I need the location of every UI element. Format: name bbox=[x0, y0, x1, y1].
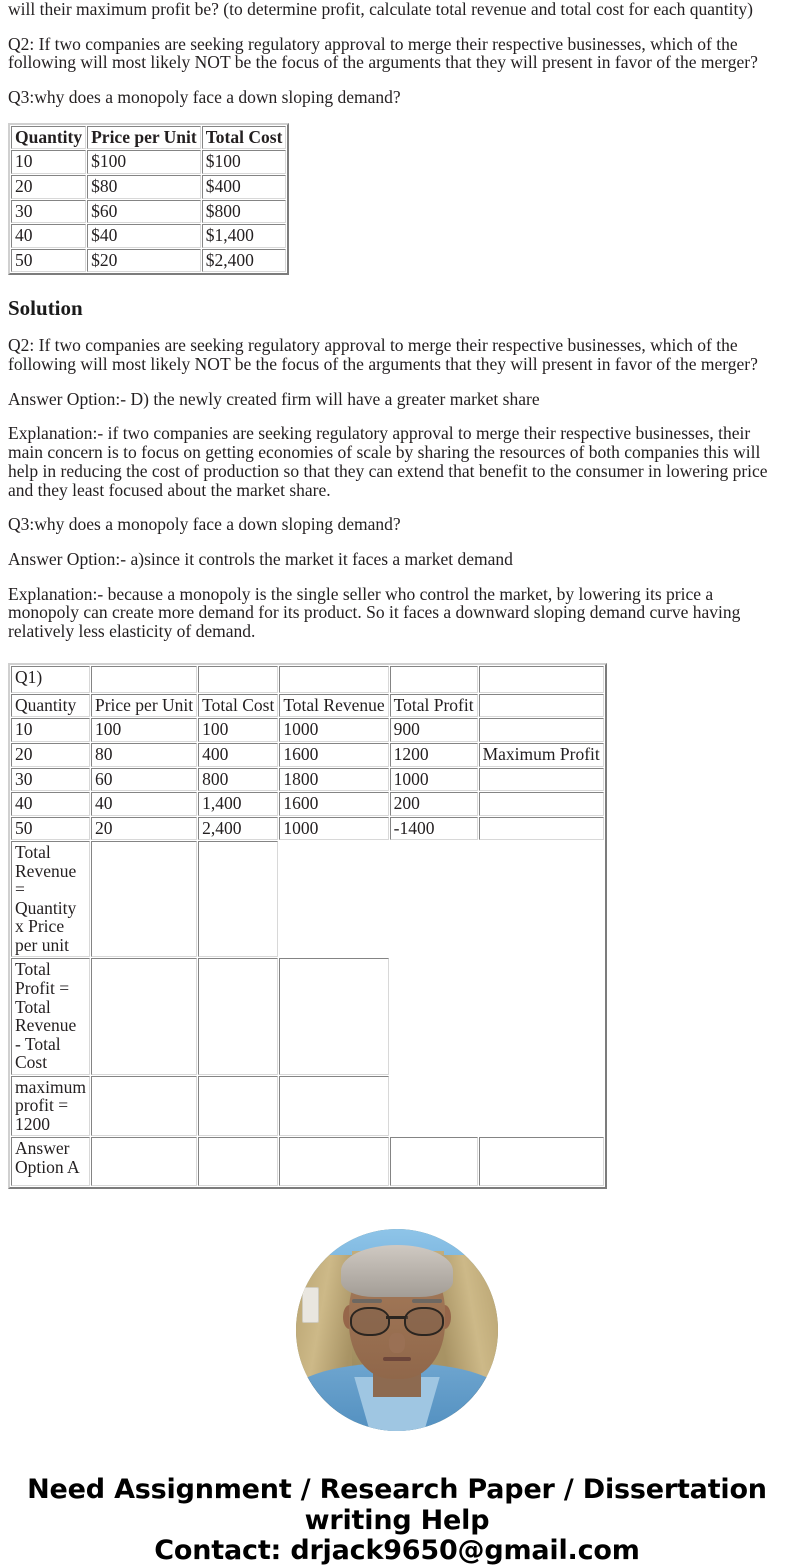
cell-quantity: 40 bbox=[11, 792, 90, 816]
column-header-total-cost: Total Cost bbox=[202, 126, 287, 150]
answer-option-q2: Answer Option:- D) the newly created firm will have a greater market share bbox=[8, 388, 540, 409]
table-row bbox=[11, 249, 286, 273]
spacer bbox=[0, 72, 794, 88]
cell-note bbox=[479, 718, 604, 742]
cell-total-cost: $800 bbox=[202, 200, 287, 224]
cell-empty bbox=[91, 958, 197, 1074]
table-header-row bbox=[11, 126, 286, 150]
cell-quantity: 10 bbox=[11, 150, 86, 174]
spacer bbox=[0, 534, 794, 550]
spacer bbox=[0, 641, 794, 663]
table-row-answer-option bbox=[11, 1137, 604, 1186]
cell-total-cost: 1,400 bbox=[198, 792, 278, 816]
cell-empty bbox=[198, 1076, 278, 1137]
cell-empty bbox=[279, 958, 388, 1074]
question-3-text: Q3:why does a monopoly face a down sloping demand? bbox=[8, 87, 401, 108]
spacer bbox=[0, 499, 794, 515]
spacer bbox=[0, 275, 794, 297]
price-table bbox=[8, 123, 289, 275]
cell-total-cost: $1,400 bbox=[202, 224, 287, 248]
cell-total-cost: $100 bbox=[202, 150, 287, 174]
cell-empty bbox=[279, 666, 388, 693]
column-header-quantity: Quantity bbox=[11, 126, 86, 150]
table-row-maximum-profit bbox=[11, 1076, 604, 1137]
intro-text: will their maximum profit be? (to determine profit, calculate total revenue and total cost for each quantity) bbox=[8, 0, 753, 19]
instructor-portrait-photo bbox=[296, 1229, 498, 1431]
table-row bbox=[11, 718, 604, 742]
solution-table bbox=[8, 663, 607, 1189]
cell-empty bbox=[479, 666, 604, 693]
column-header-notes bbox=[479, 694, 604, 718]
ad-line-1: Need Assignment / Research Paper / Dissertation bbox=[27, 1474, 767, 1506]
cell-price: $60 bbox=[87, 200, 201, 224]
photo-eyeglasses bbox=[350, 1307, 444, 1333]
photo-lens-right bbox=[404, 1307, 444, 1336]
column-header-quantity: Quantity bbox=[11, 694, 90, 718]
cell-total-profit: -1400 bbox=[390, 817, 478, 841]
cell-price: 80 bbox=[91, 743, 197, 767]
question-2-text: Q2: If two companies are seeking regulatory approval to merge their respective businesses, which of the following will most likely NOT be the focus of the arguments that they will present in favor of the merger? bbox=[8, 33, 758, 73]
cell-price: 40 bbox=[91, 792, 197, 816]
photo-wall-switch bbox=[302, 1287, 319, 1323]
cell-quantity: 50 bbox=[11, 817, 90, 841]
cell-price: 100 bbox=[91, 718, 197, 742]
cell-empty bbox=[390, 1137, 478, 1186]
cell-total-profit: 900 bbox=[390, 718, 478, 742]
table-row bbox=[11, 175, 286, 199]
answer-option-q3: Answer Option:- a)since it controls the market it faces a market demand bbox=[8, 549, 513, 569]
cell-total-cost: $400 bbox=[202, 175, 287, 199]
table-row bbox=[11, 150, 286, 174]
table-row-formula-profit bbox=[11, 958, 604, 1074]
solution-question-2: Q2: If two companies are seeking regulatory approval to merge their respective businesses, which of the following will most likely NOT be the focus of the arguments that they will present in favor of the merger? bbox=[8, 335, 758, 374]
cell-total-revenue: 1600 bbox=[279, 792, 388, 816]
cell-total-cost: $2,400 bbox=[202, 249, 287, 273]
spacer bbox=[0, 19, 794, 35]
cell-quantity: 30 bbox=[11, 768, 90, 792]
cell-formula-total-profit: Total Profit = Total Revenue - Total Cost bbox=[11, 958, 90, 1074]
photo-mouth bbox=[383, 1357, 411, 1361]
cell-total-profit: 1200 bbox=[390, 743, 478, 767]
column-header-total-profit: Total Profit bbox=[390, 694, 478, 718]
column-header-price-per-unit: Price per Unit bbox=[87, 126, 201, 150]
ad-contact-email: Contact: drjack9650@gmail.com bbox=[154, 1534, 640, 1566]
cell-empty bbox=[279, 1076, 388, 1137]
cell-note bbox=[479, 768, 604, 792]
cell-price: $40 bbox=[87, 224, 201, 248]
cell-empty bbox=[479, 1137, 604, 1186]
table-row bbox=[11, 768, 604, 792]
spacer bbox=[0, 374, 794, 390]
table-row bbox=[11, 743, 604, 767]
cell-total-profit: 200 bbox=[390, 792, 478, 816]
portrait-container bbox=[0, 1229, 794, 1431]
spacer bbox=[0, 569, 794, 585]
cell-quantity: 20 bbox=[11, 743, 90, 767]
cell-price: $80 bbox=[87, 175, 201, 199]
cell-total-cost: 2,400 bbox=[198, 817, 278, 841]
cell-answer-option: Answer Option A bbox=[11, 1137, 90, 1186]
footer-advertisement bbox=[0, 1475, 794, 1566]
cell-empty bbox=[91, 1076, 197, 1137]
cell-price: 60 bbox=[91, 768, 197, 792]
ad-line-2: writing Help bbox=[304, 1504, 490, 1536]
cell-formula-total-revenue: Total Revenue = Quantity x Price per unit bbox=[11, 841, 90, 957]
cell-price: $100 bbox=[87, 150, 201, 174]
cell-total-revenue: 1000 bbox=[279, 817, 388, 841]
cell-empty bbox=[198, 1137, 278, 1186]
column-header-total-cost: Total Cost bbox=[198, 694, 278, 718]
spacer bbox=[0, 107, 794, 123]
cell-total-cost: 800 bbox=[198, 768, 278, 792]
cell-note-maximum-profit: Maximum Profit bbox=[479, 743, 604, 767]
column-header-price-per-unit: Price per Unit bbox=[91, 694, 197, 718]
photo-nose bbox=[389, 1333, 405, 1353]
table-header-row bbox=[11, 694, 604, 718]
cell-quantity: 40 bbox=[11, 224, 86, 248]
table-row bbox=[11, 792, 604, 816]
spacer bbox=[0, 408, 794, 424]
photo-hair bbox=[341, 1245, 453, 1297]
cell-total-revenue: 1800 bbox=[279, 768, 388, 792]
table-row bbox=[11, 200, 286, 224]
explanation-q2: Explanation:- if two companies are seeking regulatory approval to merge their respective businesses, their main concern is to focus on getting economies of scale by sharing the resources of both companies this will help in reducing the cost of production so that they can extend that benefit to the consumer in lowering price and they least focused about the market share. bbox=[8, 423, 768, 500]
solution-question-3: Q3:why does a monopoly face a down sloping demand? bbox=[8, 514, 401, 535]
solution-heading: Solution bbox=[8, 296, 83, 321]
cell-quantity: 20 bbox=[11, 175, 86, 199]
table-row-formula-revenue bbox=[11, 841, 604, 957]
cell-empty bbox=[91, 1137, 197, 1186]
table-row bbox=[11, 817, 604, 841]
cell-price: $20 bbox=[87, 249, 201, 273]
photo-eyebrow-left bbox=[352, 1299, 382, 1303]
cell-empty bbox=[279, 1137, 388, 1186]
photo-lens-left bbox=[350, 1307, 390, 1336]
photo-eyebrow-right bbox=[412, 1299, 442, 1303]
table-row-title bbox=[11, 666, 604, 693]
cell-total-revenue: 1600 bbox=[279, 743, 388, 767]
cell-total-cost: 400 bbox=[198, 743, 278, 767]
cell-empty bbox=[390, 666, 478, 693]
cell-empty bbox=[198, 841, 278, 957]
cell-total-profit: 1000 bbox=[390, 768, 478, 792]
cell-total-cost: 100 bbox=[198, 718, 278, 742]
spacer bbox=[0, 320, 794, 336]
cell-empty bbox=[91, 666, 197, 693]
cell-note bbox=[479, 792, 604, 816]
cell-total-revenue: 1000 bbox=[279, 718, 388, 742]
cell-maximum-profit-note: maximum profit = 1200 bbox=[11, 1076, 90, 1137]
cell-quantity: 30 bbox=[11, 200, 86, 224]
cell-empty bbox=[198, 958, 278, 1074]
explanation-q3: Explanation:- because a monopoly is the single seller who control the market, by lowering its price a monopoly can create more demand for its product. So it faces a downward sloping demand curve having relatively less elasticity of demand. bbox=[8, 583, 741, 642]
cell-price: 20 bbox=[91, 817, 197, 841]
column-header-total-revenue: Total Revenue bbox=[279, 694, 388, 718]
cell-empty bbox=[198, 666, 278, 693]
table-row bbox=[11, 224, 286, 248]
cell-quantity: 50 bbox=[11, 249, 86, 273]
cell-quantity: 10 bbox=[11, 718, 90, 742]
cell-note bbox=[479, 817, 604, 841]
cell-empty bbox=[91, 841, 197, 957]
cell-q1-label: Q1) bbox=[11, 666, 90, 693]
